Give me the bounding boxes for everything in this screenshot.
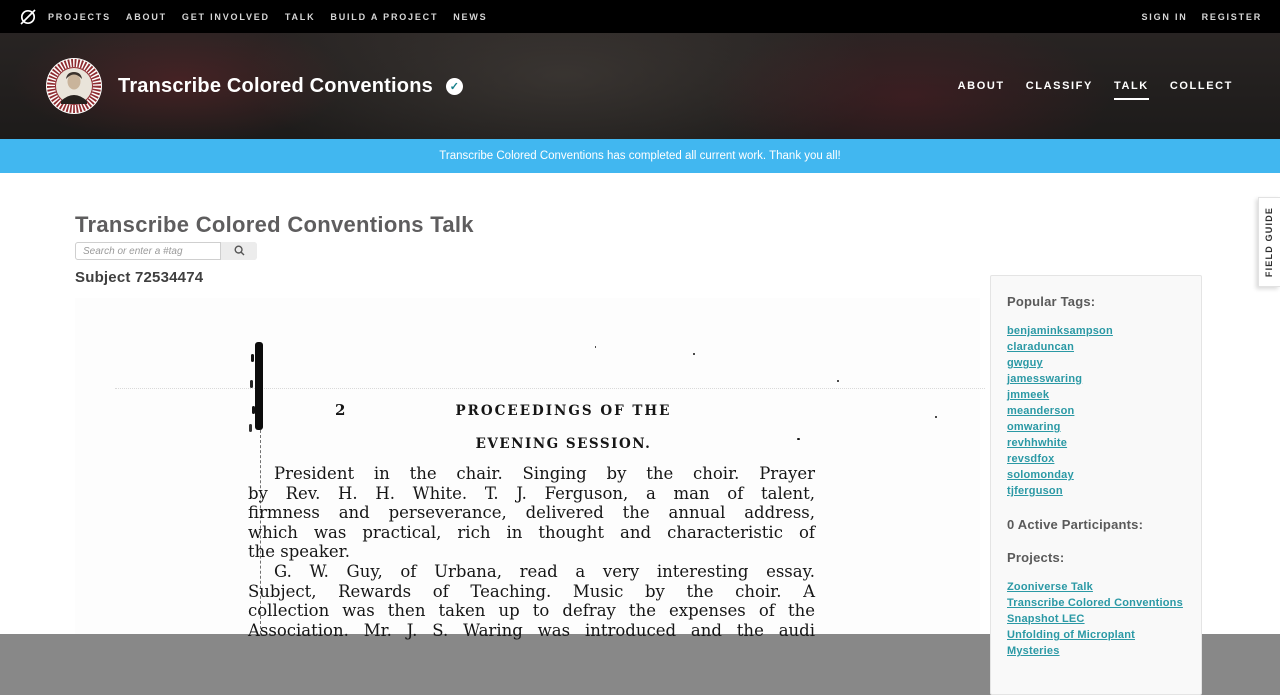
popular-tags-heading: Popular Tags: [1007,294,1096,309]
scan-heading-2: EVENING SESSION. [475,436,652,452]
scan-speck [837,380,839,382]
announcement-text: Transcribe Colored Conventions has completed all current work. Thank you all! [439,150,841,162]
scan-text-line: Association. Mr. J. S. Waring was introduced and the audi [248,620,815,640]
project-tab-classify[interactable]: CLASSIFY [1025,80,1093,92]
tag-link[interactable]: revhhwhite [1007,437,1068,449]
scan-text-line: the speaker. [248,542,350,562]
talk-sidebar [990,275,1202,695]
subject-image[interactable] [75,298,980,640]
project-title-text: Transcribe Colored Conventions [118,74,433,97]
talk-page-title: Transcribe Colored Conventions Talk [75,212,474,237]
scan-text-line: G. W. Guy, of Urbana, read a very interesting essay. [274,561,815,581]
topnav-item-talk[interactable]: TALK [284,11,316,22]
topnav-item-about[interactable]: ABOUT [125,11,167,22]
tag-link[interactable]: jmmeek [1007,389,1050,401]
scan-text-line: collection was then taken up to defray the expenses of the [248,601,815,621]
scan-speck [595,346,596,348]
tag-link[interactable]: omwaring [1007,421,1061,433]
projects-heading: Projects: [1007,550,1065,565]
topnav-item-get-involved[interactable]: GET INVOLVED [181,11,270,22]
tag-link[interactable]: solomonday [1007,469,1074,481]
scan-text-line: firmness and perseverance, delivered the annual address, [248,503,815,523]
topnav-auth [1141,12,1262,22]
scan-text-line: President in the chair. Singing by the choir. Prayer [274,464,815,483]
scan-speck [935,416,937,418]
tag-search [75,242,257,260]
project-nav [958,33,1233,139]
topnav-links [48,12,487,22]
project-tab-collect[interactable]: COLLECT [1169,80,1233,92]
tag-link[interactable]: claraduncan [1007,341,1075,353]
announcement-banner[interactable] [0,139,1280,173]
tag-link[interactable]: revsdfox [1007,453,1055,465]
project-link[interactable]: Snapshot LEC [1007,613,1085,625]
search-input[interactable] [75,242,221,260]
project-title[interactable] [118,33,463,139]
tag-link[interactable]: benjaminksampson [1007,325,1113,337]
topnav-item-build-a-project[interactable]: BUILD A PROJECT [330,11,439,22]
tag-link[interactable]: gwguy [1007,357,1043,369]
zooniverse-logo-icon[interactable] [18,7,38,27]
tag-link[interactable]: tjferguson [1007,485,1063,497]
project-header [0,33,1280,139]
project-tab-talk[interactable]: TALK [1113,80,1149,92]
scan-text-line: by Rev. H. H. White. T. J. Ferguson, a man of talent, [248,483,815,503]
scan-heading-1: PROCEEDINGS OF THE [455,403,672,419]
project-link[interactable]: Zooniverse Talk [1007,581,1093,593]
active-participants-heading: 0 Active Participants: [1007,517,1144,532]
tag-link[interactable]: meanderson [1007,405,1075,417]
topnav-item-news[interactable]: NEWS [453,11,488,22]
topnav-item-projects[interactable]: PROJECTS [48,11,111,22]
search-icon [234,244,245,259]
tag-link[interactable]: jamesswaring [1007,373,1083,385]
search-button[interactable] [221,242,257,260]
scan-body-text [248,464,815,640]
scan-artifact-line [115,388,985,389]
project-avatar[interactable] [45,57,103,115]
scan-headings [248,403,815,452]
register-button[interactable]: REGISTER [1201,11,1262,22]
zooniverse-topnav [0,0,1280,33]
scan-page-number: 2 [335,401,346,419]
project-link[interactable]: Unfolding of Microplant Mysteries [1007,629,1136,657]
sign-in-button[interactable]: SIGN IN [1141,11,1188,22]
subject-title: Subject 72534474 [75,269,204,286]
scan-text-line: Subject, Rewards of Teaching. Music by the choir. A [248,581,815,601]
scan-speck [693,353,695,355]
project-tab-about[interactable]: ABOUT [957,80,1005,92]
project-link[interactable]: Transcribe Colored Conventions [1007,597,1183,609]
field-guide-tab[interactable] [1258,197,1280,287]
field-guide-label: FIELD GUIDE [1264,206,1275,278]
approved-check-icon: ✓ [446,78,463,95]
scan-text-line: which was practical, rich in thought and characteristic of [248,522,815,542]
